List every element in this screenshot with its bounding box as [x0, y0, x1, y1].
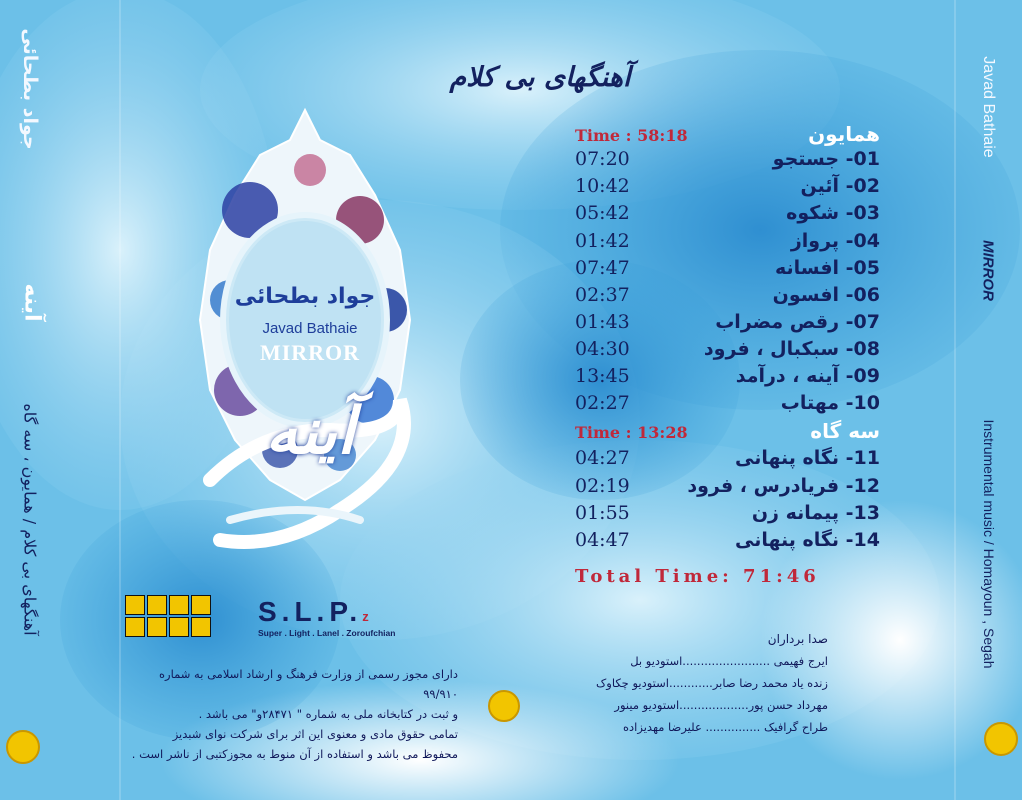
track-title: 06- افسون [772, 284, 880, 306]
track-title: 02- آئین [800, 175, 880, 197]
track-title: 03- شکوه [786, 202, 880, 224]
track-title: 12- فریادرس ، فرود [687, 475, 880, 497]
cover-album-en: MIRROR [259, 340, 361, 365]
track-time: 04:30 [575, 338, 630, 360]
license-line: محفوظ می باشد و استفاده از آن منوط به مجوزکتبی از ناشر است . [131, 747, 458, 761]
license-line: تمامی حقوق مادی و معنوی این اثر برای شرکت نوای شبدیز [172, 727, 458, 741]
header-title: آهنگهای بی کلام [449, 62, 631, 93]
license-line: دارای مجوز رسمی از وزارت فرهنگ و ارشاد اسلامی به شماره ۹۹/۹۱۰ [159, 667, 458, 701]
track-time: 07:20 [575, 148, 630, 170]
credit-line: ایرج فهیمی ........................استودیو بل [630, 654, 828, 668]
track-title: 08- سبکبال ، فرود [703, 338, 880, 360]
track-time: 07:47 [575, 257, 630, 279]
section-name: سه گاه [810, 419, 880, 443]
track-title: 05- افسانه [774, 257, 880, 279]
track-time: 01:55 [575, 502, 630, 524]
track-time: 02:27 [575, 392, 630, 414]
track-time: 10:42 [575, 175, 630, 197]
track-time: 04:27 [575, 447, 630, 469]
label-name: S.L.P. [258, 596, 363, 627]
total-time: Total Time: 71:46 [575, 566, 820, 587]
track-time: 02:19 [575, 475, 630, 497]
track-title: 13- پیمانه زن [751, 502, 880, 524]
track-time: 04:47 [575, 529, 630, 551]
track-time: 02:37 [575, 284, 630, 306]
license-text [128, 664, 458, 764]
track-title: 11- نگاه پنهانی [734, 447, 880, 469]
credits-heading: صدا برداران [767, 632, 828, 646]
section-name: همایون [808, 122, 880, 146]
left-spine-subtitle: آهنگهای بی کلام / همایون ، سه گاه [20, 403, 40, 636]
right-spine-subtitle: Instrumental music / Homayoun , Segah [981, 419, 997, 669]
cover-artist-fa: جواد بطحائی [234, 284, 376, 309]
right-spine-artist: Javad Bathaie [980, 56, 997, 158]
credit-line: مهرداد حسن پور...................استودیو مینور [614, 698, 828, 712]
publisher-logo [125, 595, 215, 639]
left-spine-artist: جواد بطحائی [19, 28, 41, 150]
track-title: 07- رقص مضراب [715, 311, 880, 333]
track-time: 13:45 [575, 365, 630, 387]
credit-line: طراح گرافیک ............... علیرضا مهدیزاده [623, 720, 828, 734]
track-title: 09- آینه ، درآمد [735, 365, 880, 387]
track-title: 04- پرواز [790, 230, 880, 252]
section-time: Time : 13:28 [575, 423, 688, 442]
track-title: 14- نگاه پنهانی [734, 529, 880, 551]
track-time: 01:43 [575, 311, 630, 333]
seal-icon [488, 690, 520, 722]
label-suffix: z [362, 609, 369, 624]
cover-album-fa: آینه [265, 395, 355, 469]
left-spine-album: آینه [19, 283, 45, 322]
credit-line: زنده یاد محمد رضا صابر............استودیو چکاوک [595, 676, 828, 690]
cover-artist-en: Javad Bathaie [262, 320, 358, 337]
track-title: 10- مهتاب [780, 392, 880, 414]
track-title: 01- جستجو [772, 148, 880, 170]
track-time: 05:42 [575, 202, 630, 224]
label-logo [258, 596, 458, 638]
right-spine-album: MIRROR [979, 240, 997, 301]
seal-icon [6, 730, 40, 764]
section-time: Time : 58:18 [575, 126, 688, 145]
track-time: 01:42 [575, 230, 630, 252]
license-line: و ثبت در کتابخانه ملی به شماره " ۲۸۴۷۱و" می باشد . [198, 707, 458, 721]
label-tagline: Super . Light . Lanel . Zoroufchian [258, 628, 396, 638]
seal-icon [984, 722, 1018, 756]
tracklist [575, 120, 880, 600]
